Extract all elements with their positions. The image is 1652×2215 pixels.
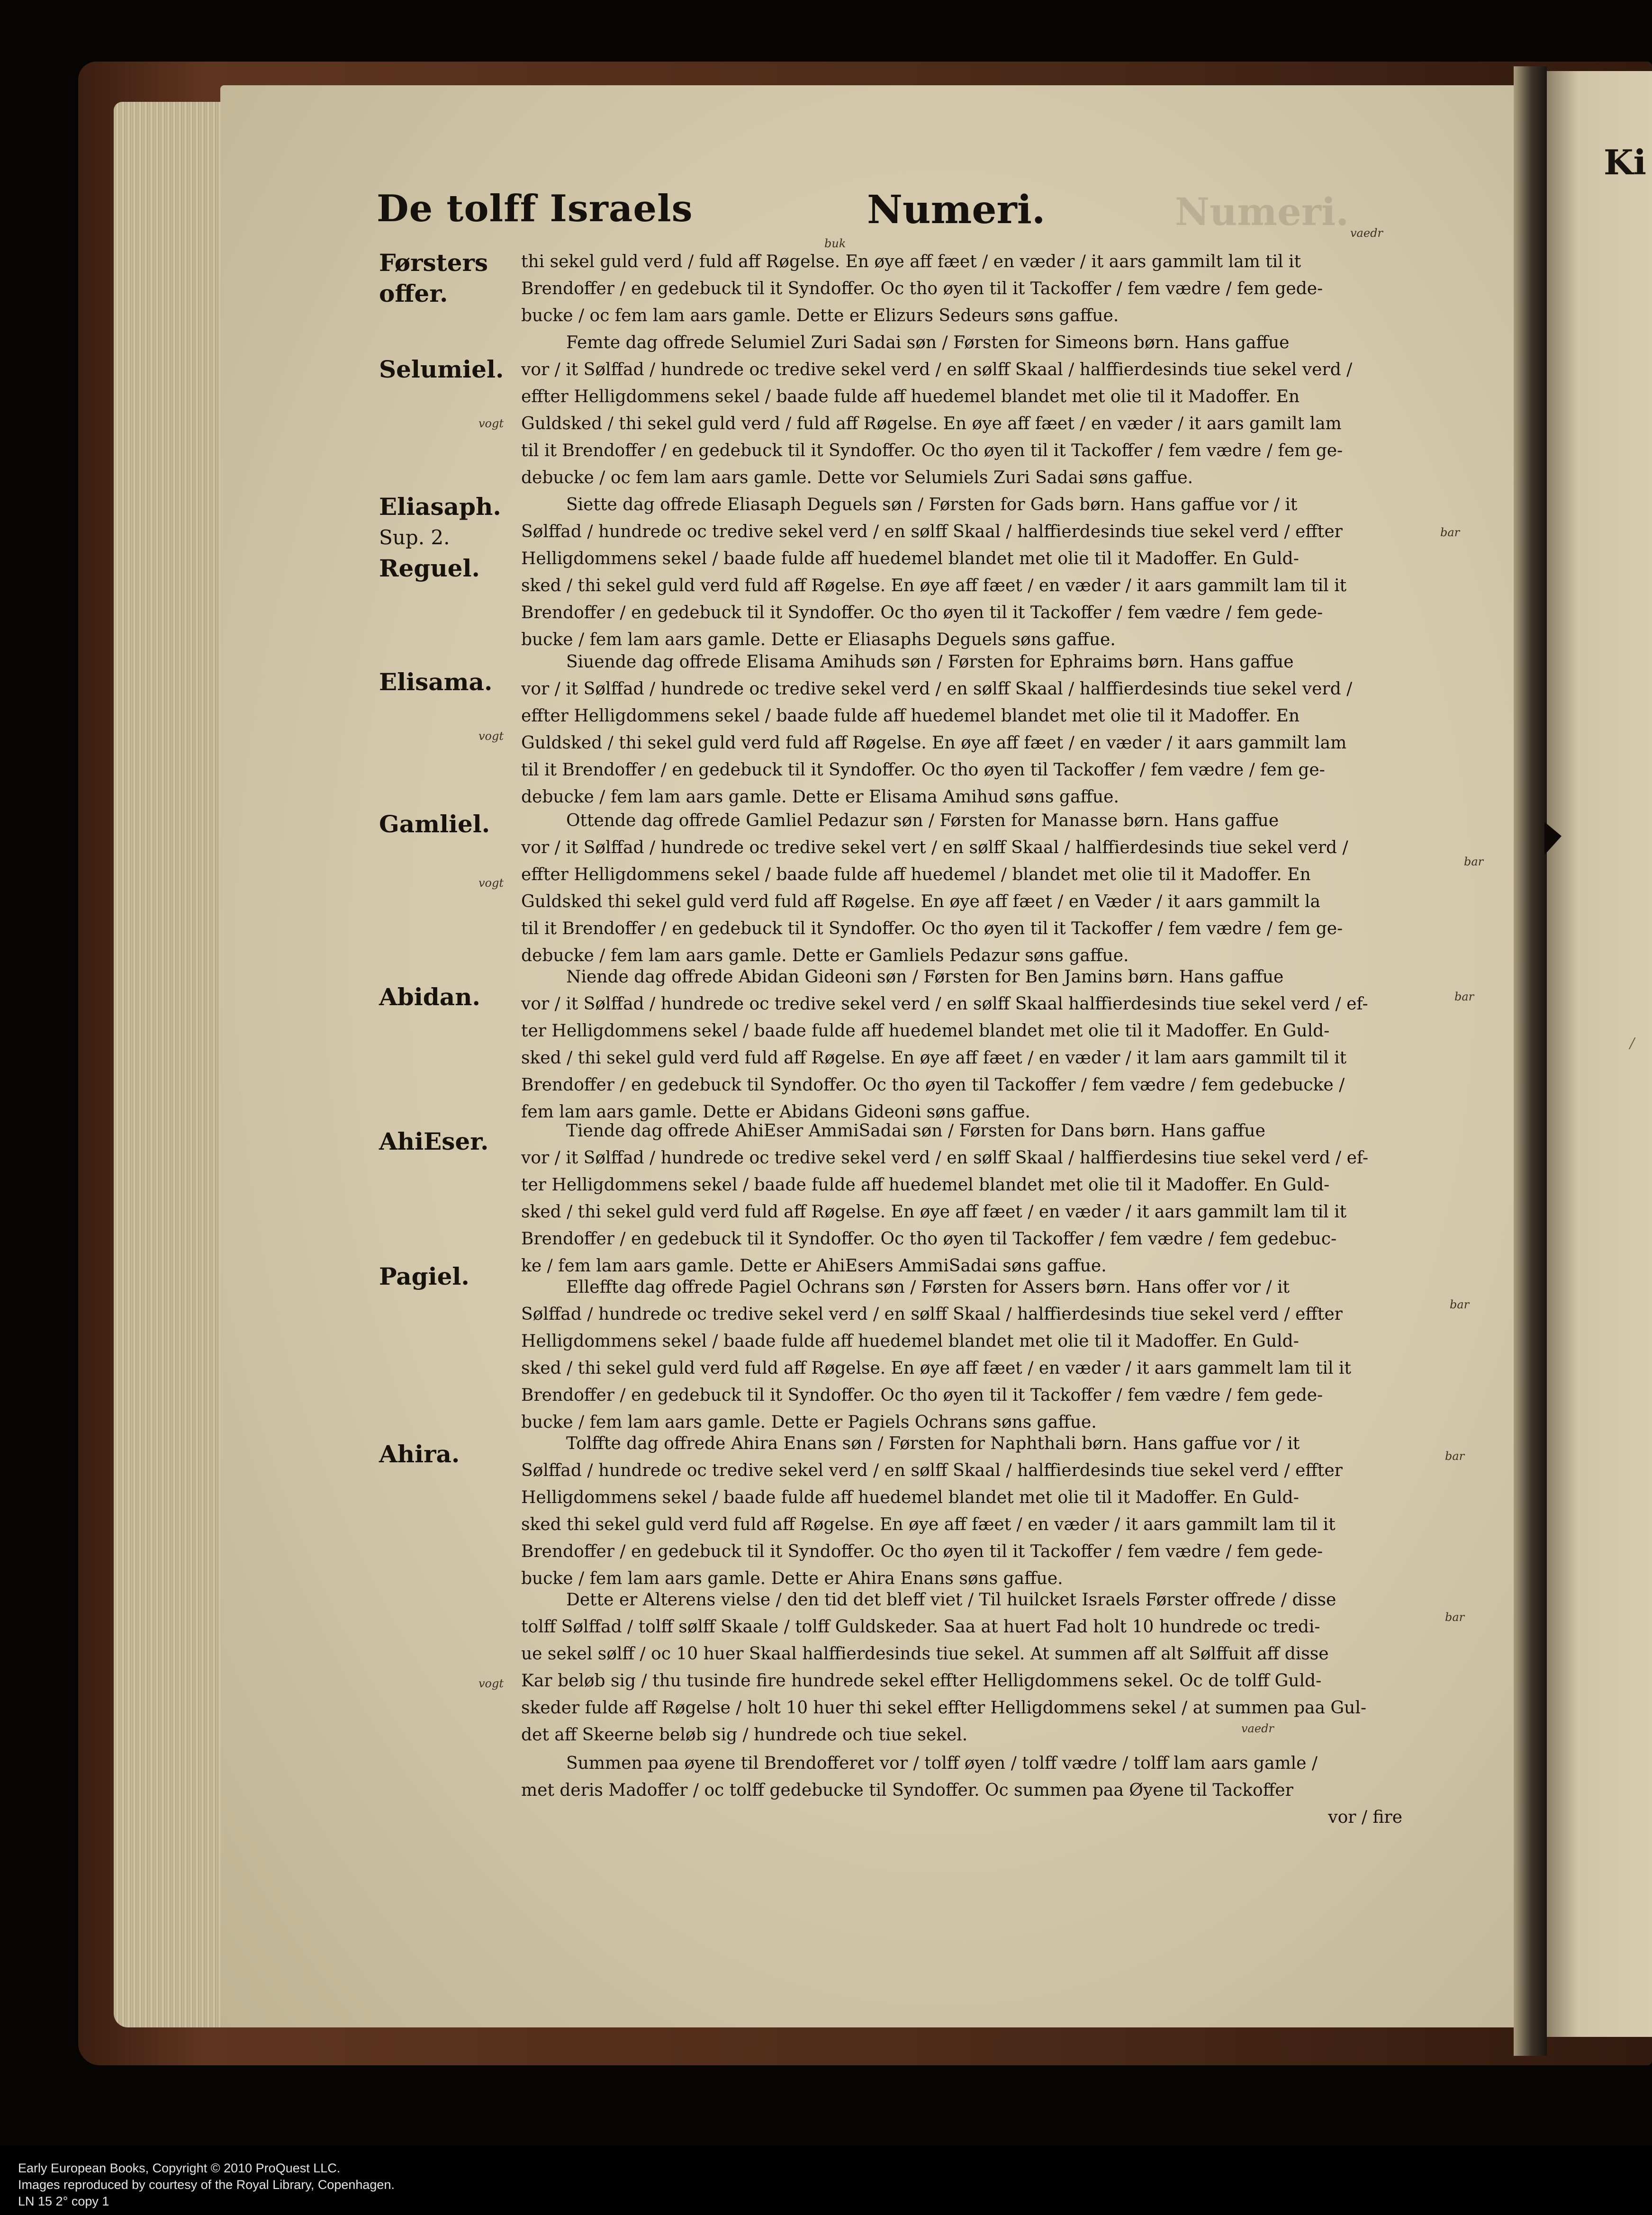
text-line: bucke / fem lam aars gamle. Dette er Eliasaphs Deguels søns gaffue. xyxy=(521,630,1116,649)
credit-line: Early European Books, Copyright © 2010 ProQuest LLC. xyxy=(18,2161,341,2175)
text-line: thi sekel guld verd / fuld aff Røgelse. En øye aff fæet / en væder / it aars gammilt lam til it xyxy=(521,252,1301,271)
margin-name-eliasaph: Eliasaph. xyxy=(379,493,501,521)
text-line: Sølffad / hundrede oc tredive sekel verd / en sølff Skaal / halffierdesinds tiue sekel verd / effter xyxy=(521,522,1343,541)
annotation: vogt xyxy=(478,417,504,430)
text-line: sked thi sekel guld verd fuld aff Røgelse. En øye aff fæet / en væder / it aars gammilt lam til it xyxy=(521,1515,1336,1534)
text-line: Brendoffer / en gedebuck til it Syndoffer. Oc tho øyen til it Tackoffer / fem vædre / fem gede- xyxy=(521,1542,1323,1561)
margin-name-ahira: Ahira. xyxy=(379,1440,460,1468)
text-line: ter Helligdommens sekel / baade fulde aff huedemel blandet met olie til it Madoffer. En Guld- xyxy=(521,1175,1330,1195)
text-line: Elleffte dag offrede Pagiel Ochrans søn / Førsten for Assers børn. Hans offer vor / it xyxy=(566,1278,1290,1297)
text-line: vor / it Sølffad / hundrede oc tredive sekel verd / en sølff Skaal / halffierdesinds tiue sekel verd / xyxy=(521,360,1353,379)
text-line: Brendoffer / en gedebuck til it Syndoffer. Oc tho øyen til Tackoffer / fem vædre / fem gedebuc- xyxy=(521,1229,1337,1249)
annotation: bar xyxy=(1445,1611,1465,1624)
margin-name-gamliel: Gamliel. xyxy=(379,810,490,838)
text-line: ue sekel sølff / oc 10 huer Skaal halffierdesinds tiue sekel. At summen aff alt Sølffuit aff disse xyxy=(521,1644,1329,1664)
margin-name-ahieser: AhiEser. xyxy=(379,1127,489,1155)
text-line: Helligdommens sekel / baade fulde aff huedemel blandet met olie til it Madoffer. En Guld- xyxy=(521,1332,1299,1351)
text-line: til it Brendoffer / en gedebuck til it Syndoffer. Oc tho øyen til it Tackoffer / fem vædre / fem ge- xyxy=(521,441,1343,460)
text-line: effter Helligdommens sekel / baade fulde aff huedemel blandet met olie til it Madoffer. En xyxy=(521,387,1300,406)
text-line: Kar beløb sig / thu tusinde fire hundrede sekel effter Helligdommens sekel. Oc de tolff Guld- xyxy=(521,1671,1322,1691)
text-line: Helligdommens sekel / baade fulde aff huedemel blandet met olie til it Madoffer. En Guld- xyxy=(521,1488,1299,1507)
text-line: debucke / fem lam aars gamle. Dette er Gamliels Pedazur søns gaffue. xyxy=(521,946,1129,965)
text-line: vor / it Sølffad / hundrede oc tredive sekel vert / en sølff Skaal / halffierdesinds tiue sekel verd / xyxy=(521,838,1348,857)
running-head-left: De tolff Israels xyxy=(377,187,693,230)
text-line: Brendoffer / en gedebuck til Syndoffer. Oc tho øyen til Tackoffer / fem vædre / fem gedebucke / xyxy=(521,1075,1345,1095)
text-line: vor / it Sølffad / hundrede oc tredive sekel verd / en sølff Skaal halffierdesinds tiue sekel verd / ef- xyxy=(521,994,1368,1014)
text-line: Sølffad / hundrede oc tredive sekel verd / en sølff Skaal / halffierdesinds tiue sekel verd / effter xyxy=(521,1461,1343,1480)
gutter xyxy=(1514,66,1547,2056)
text-line: bucke / fem lam aars gamle. Dette er Pagiels Ochrans søns gaffue. xyxy=(521,1413,1097,1432)
margin-name-forsters: Førsters xyxy=(379,249,488,277)
text-line: fem lam aars gamle. Dette er Abidans Gideoni søns gaffue. xyxy=(521,1102,1030,1122)
annotation: vaedr xyxy=(1350,226,1383,240)
bleed-through-head: Numeri. xyxy=(1175,189,1349,234)
text-line: det aff Skeerne beløb sig / hundrede och tiue sekel. xyxy=(521,1725,968,1745)
annotation: bar xyxy=(1445,1450,1465,1463)
credits xyxy=(18,2160,395,2210)
text-line: Femte dag offrede Selumiel Zuri Sadai søn / Førsten for Simeons børn. Hans gaffue xyxy=(566,333,1290,352)
text-line: Guldsked thi sekel guld verd fuld aff Røgelse. En øye aff fæet / en Væder / it aars gammilt la xyxy=(521,892,1320,911)
text-line: debucke / oc fem lam aars gamle. Dette vor Selumiels Zuri Sadai søns gaffue. xyxy=(521,468,1193,487)
text-line: ter Helligdommens sekel / baade fulde aff huedemel blandet met olie til it Madoffer. En Guld- xyxy=(521,1021,1330,1041)
text-line: Summen paa øyene til Brendofferet vor / tolff øyen / tolff vædre / tolff lam aars gamle / xyxy=(566,1754,1318,1773)
text-line: Dette er Alterens vielse / den tid det bleff viet / Til huilcket Israels Førster offrede / disse xyxy=(566,1590,1336,1610)
annotation: bar xyxy=(1440,526,1460,539)
margin-ref: Sup. 2. xyxy=(379,526,450,549)
facing-page-running-head: Ki xyxy=(1604,142,1646,182)
annotation: vogt xyxy=(478,729,504,743)
credit-line: LN 15 2° copy 1 xyxy=(18,2194,109,2208)
text-line: sked / thi sekel guld verd fuld aff Røgelse. En øye aff fæet / en væder / it lam aars gammilt til it xyxy=(521,1048,1347,1068)
running-head-center: Numeri. xyxy=(867,187,1046,233)
margin-name-reguel: Reguel. xyxy=(379,554,480,582)
text-line: vor / it Sølffad / hundrede oc tredive sekel verd / en sølff Skaal / halffierdesinds tiue sekel verd / xyxy=(521,679,1353,699)
annotation: bar xyxy=(1454,990,1474,1003)
text-line: tolff Sølffad / tolff sølff Skaale / tolff Guldskeder. Saa at huert Fad holt 10 hundrede oc tredi- xyxy=(521,1617,1320,1637)
text-line: effter Helligdommens sekel / baade fulde aff huedemel blandet met olie til it Madoffer. En xyxy=(521,706,1300,726)
text-line: til it Brendoffer / en gedebuck til it Syndoffer. Oc tho øyen til Tackoffer / fem vædre / fem ge- xyxy=(521,760,1325,780)
annotation: bar xyxy=(1450,1298,1470,1311)
text-line: Brendoffer / en gedebuck til it Syndoffer. Oc tho øyen til it Tackoffer / fem vædre / fem gede- xyxy=(521,1386,1323,1405)
margin-name-abidan: Abidan. xyxy=(379,983,480,1011)
margin-name-pagiel: Pagiel. xyxy=(379,1262,469,1290)
facing-page-mark: / xyxy=(1630,1035,1635,1052)
ink-blot xyxy=(1544,822,1562,855)
margin-name-offer: offer. xyxy=(379,279,448,307)
text-line: sked / thi sekel guld verd fuld aff Røgelse. En øye aff fæet / en væder / it aars gammilt lam til it xyxy=(521,576,1347,595)
text-line: Siuende dag offrede Elisama Amihuds søn / Førsten for Ephraims børn. Hans gaffue xyxy=(566,652,1294,672)
text-line: sked / thi sekel guld verd fuld aff Røgelse. En øye aff fæet / en væder / it aars gammilt lam til it xyxy=(521,1202,1347,1222)
text-line: Guldsked / thi sekel guld verd fuld aff Røgelse. En øye aff fæet / en væder / it aars gammilt lam xyxy=(521,733,1347,753)
margin-name-selumiel: Selumiel. xyxy=(379,355,504,383)
annotation: vogt xyxy=(478,876,504,890)
text-line: Ottende dag offrede Gamliel Pedazur søn / Førsten for Manasse børn. Hans gaffue xyxy=(566,811,1279,830)
text-line: Niende dag offrede Abidan Gideoni søn / Førsten for Ben Jamins børn. Hans gaffue xyxy=(566,967,1284,987)
text-line: vor / fire xyxy=(1328,1808,1402,1827)
text-line: Guldsked / thi sekel guld verd / fuld aff Røgelse. En øye aff fæet / en væder / it aars gamilt lam xyxy=(521,414,1342,433)
text-line: Brendoffer / en gedebuck til it Syndoffer. Oc tho øyen til it Tackoffer / fem vædre / fem gede- xyxy=(521,603,1323,622)
text-line: met deris Madoffer / oc tolff gedebucke til Syndoffer. Oc summen paa Øyene til Tackoffer xyxy=(521,1781,1293,1800)
text-line: sked / thi sekel guld verd fuld aff Røgelse. En øye aff fæet / en væder / it aars gammelt lam til it xyxy=(521,1359,1351,1378)
text-line: Sølffad / hundrede oc tredive sekel verd / en sølff Skaal / halffierdesinds tiue sekel verd / effter xyxy=(521,1305,1343,1324)
annotation: buk xyxy=(824,237,846,250)
text-line: til it Brendoffer / en gedebuck til it Syndoffer. Oc tho øyen til it Tackoffer / fem vædre / fem ge- xyxy=(521,919,1343,938)
annotation: bar xyxy=(1464,855,1484,868)
text-line: bucke / oc fem lam aars gamle. Dette er Elizurs Sedeurs søns gaffue. xyxy=(521,306,1119,325)
text-line: Brendoffer / en gedebuck til it Syndoffer. Oc tho øyen til it Tackoffer / fem vædre / fem gede- xyxy=(521,279,1323,298)
annotation: vaedr xyxy=(1241,1722,1274,1735)
text-line: Helligdommens sekel / baade fulde aff huedemel blandet met olie til it Madoffer. En Guld- xyxy=(521,549,1299,568)
text-line: ke / fem lam aars gamle. Dette er AhiEsers AmmiSadai søns gaffue. xyxy=(521,1256,1107,1276)
credit-line: Images reproduced by courtesy of the Royal Library, Copenhagen. xyxy=(18,2178,395,2192)
margin-name-elisama: Elisama. xyxy=(379,668,493,696)
annotation: vogt xyxy=(478,1677,504,1690)
text-line: Siette dag offrede Eliasaph Deguels søn / Førsten for Gads børn. Hans gaffue vor / it xyxy=(566,495,1298,514)
text-line: debucke / fem lam aars gamle. Dette er Elisama Amihud søns gaffue. xyxy=(521,787,1119,807)
text-line: skeder fulde aff Røgelse / holt 10 huer thi sekel effter Helligdommens sekel / at summen paa Gul- xyxy=(521,1698,1367,1718)
text-line: Tiende dag offrede AhiEser AmmiSadai søn / Førsten for Dans børn. Hans gaffue xyxy=(566,1121,1265,1141)
text-line: vor / it Sølffad / hundrede oc tredive sekel verd / en sølff Skaal / halffierdesins tiue sekel verd / ef- xyxy=(521,1148,1369,1168)
facing-page xyxy=(1547,71,1652,2037)
text-line: Tolffte dag offrede Ahira Enans søn / Førsten for Naphthali børn. Hans gaffue vor / it xyxy=(566,1434,1300,1453)
text-line: effter Helligdommens sekel / baade fulde aff huedemel / blandet met olie til it Madoffer. En xyxy=(521,865,1311,884)
page-edges xyxy=(114,102,232,2027)
text-line: bucke / fem lam aars gamle. Dette er Ahira Enans søns gaffue. xyxy=(521,1569,1063,1588)
